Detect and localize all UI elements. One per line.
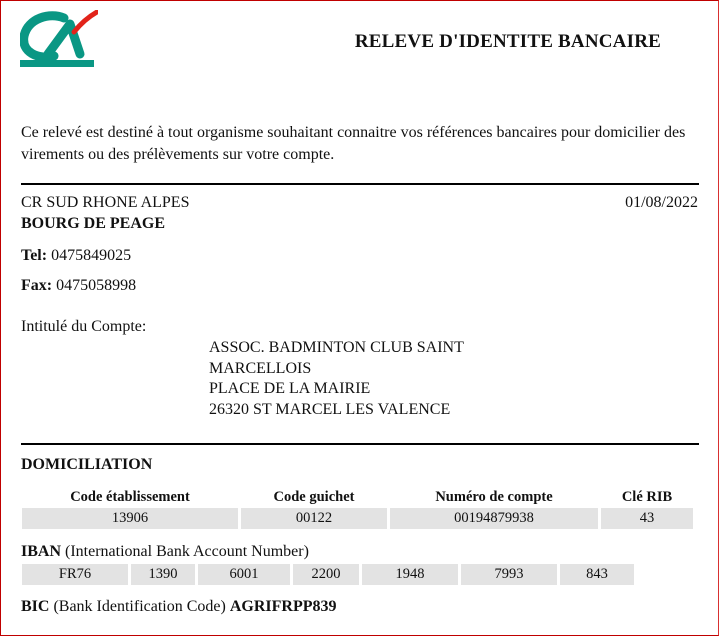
fax-value: 0475058998 [56, 277, 137, 294]
intro-text: Ce relevé est destiné à tout organisme souhaitant connaitre vos références bancaires pour domicilier des virements ou des prélèvements sur votre compte. [21, 124, 686, 163]
iban-group: 1948 [362, 564, 458, 585]
tel-label: Tel: [21, 247, 48, 264]
iban-group: 1390 [131, 564, 195, 585]
iban-description: (International Bank Account Number) [65, 543, 309, 560]
iban-group: 7993 [461, 564, 557, 585]
domiciliation-title: DOMICILIATION [21, 456, 153, 473]
account-label: Intitulé du Compte: [21, 318, 147, 335]
divider [21, 443, 699, 445]
header-code-guichet: Code guichet [273, 488, 355, 505]
value-numero-compte: 00194879938 [390, 508, 598, 529]
iban-label-row [21, 542, 309, 562]
bic-description: (Bank Identification Code) [53, 598, 226, 615]
tel-value: 0475849025 [51, 247, 132, 264]
bic-label: BIC [21, 598, 50, 615]
bank-name: CR SUD RHONE ALPES [21, 194, 190, 211]
header-code-etablissement: Code établissement [70, 488, 190, 505]
holder-line: MARCELLOIS [209, 359, 312, 377]
rib-table [19, 486, 696, 529]
value-cle-rib: 43 [601, 508, 693, 529]
bank-city: BOURG DE PEAGE [21, 215, 166, 232]
value-code-guichet: 00122 [241, 508, 387, 529]
document-title: RELEVE D'IDENTITE BANCAIRE [354, 31, 661, 52]
divider [21, 183, 699, 185]
header-cle-rib: Clé RIB [621, 488, 673, 505]
account-holder [209, 338, 464, 420]
header-numero-compte: Numéro de compte [435, 488, 553, 505]
bic-value: AGRIFRPP839 [229, 598, 337, 615]
iban-group: 6001 [198, 564, 290, 585]
fax-label: Fax: [21, 277, 53, 294]
document-date: 01/08/2022 [625, 194, 698, 211]
holder-line: ASSOC. BADMINTON CLUB SAINT [209, 339, 464, 356]
tel-row [21, 246, 131, 266]
iban-label: IBAN [21, 543, 62, 560]
holder-line: 26320 ST MARCEL LES VALENCE [209, 400, 451, 418]
iban-group: 843 [560, 564, 634, 585]
bic-row [21, 597, 337, 617]
fax-row [21, 276, 136, 296]
credit-agricole-logo [20, 10, 98, 68]
iban-table [19, 564, 637, 585]
iban-group: FR76 [22, 564, 128, 585]
value-code-etablissement: 13906 [22, 508, 238, 529]
iban-group: 2200 [293, 564, 359, 585]
holder-line: PLACE DE LA MAIRIE [209, 380, 371, 397]
